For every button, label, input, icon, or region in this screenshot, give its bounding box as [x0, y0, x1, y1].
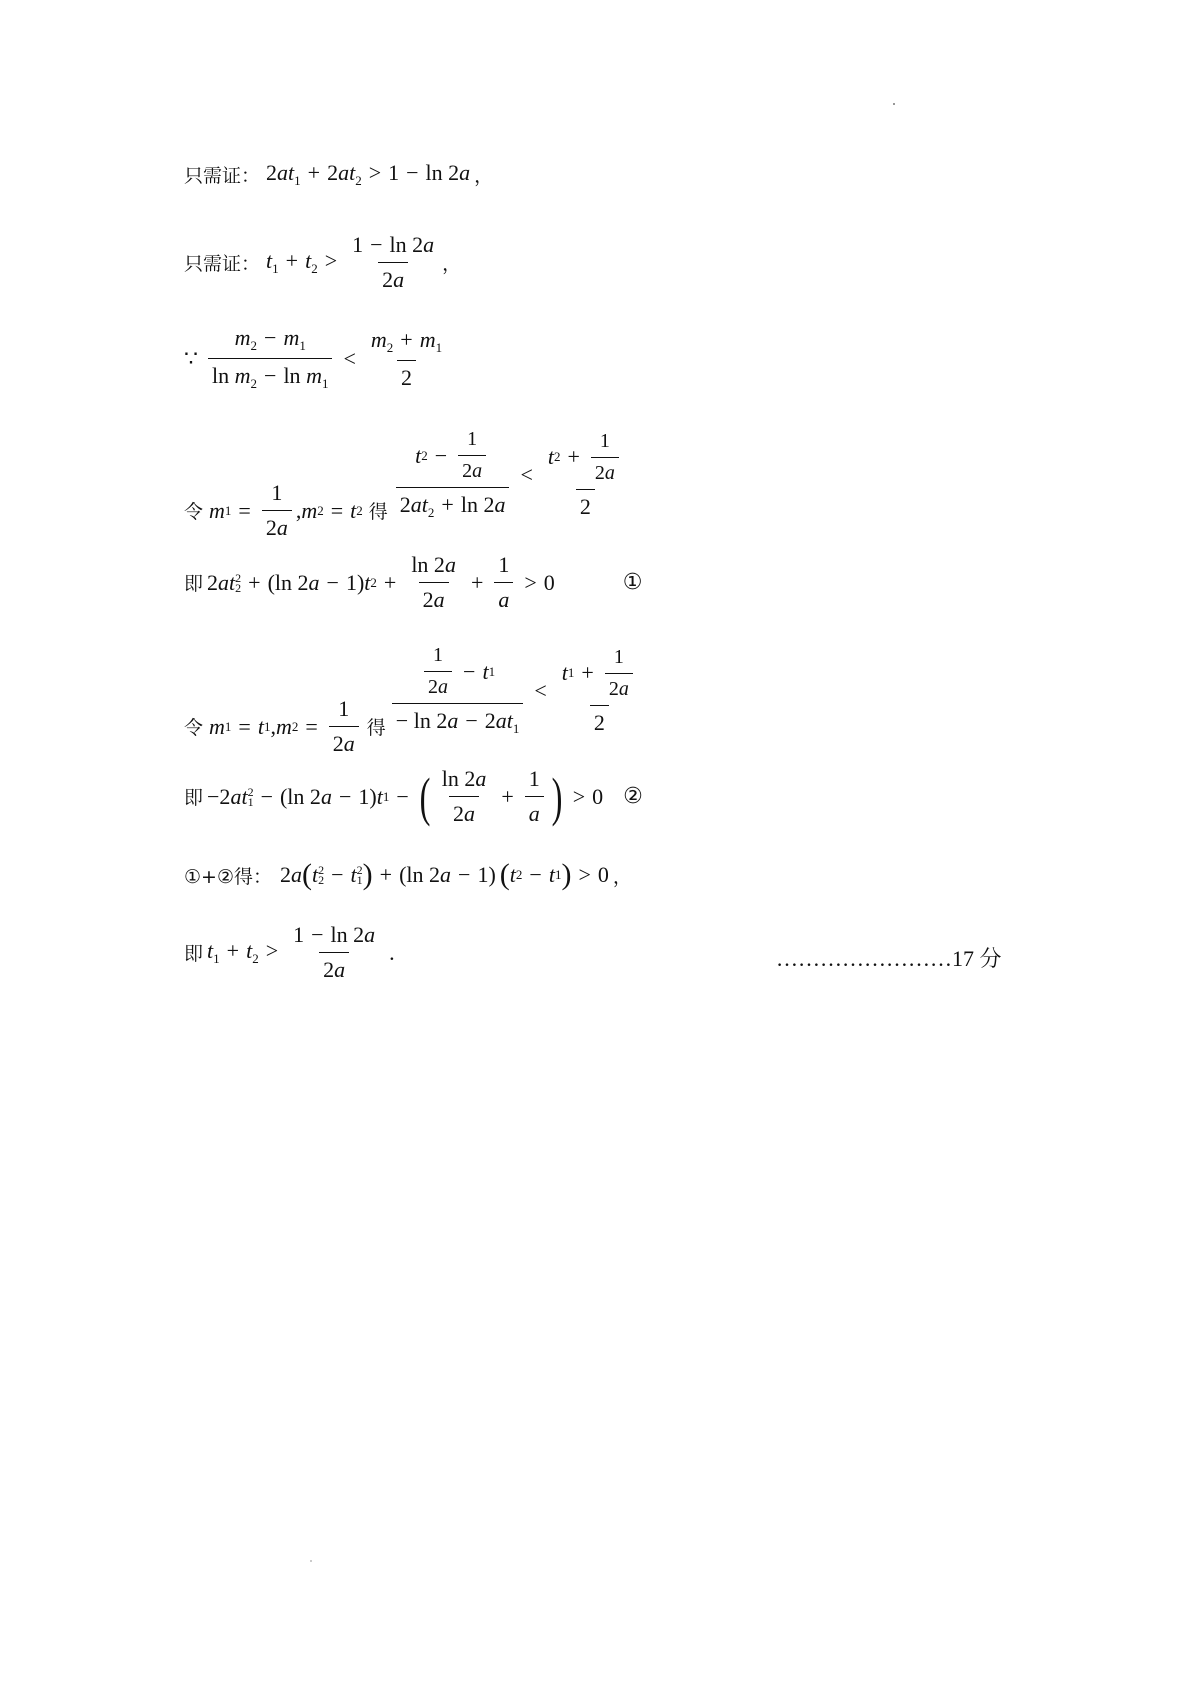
line-4-fraction-left: t 2 − $\frac{1}{2a}$ $2at_2 + \ln 2a$: [396, 428, 510, 521]
line-4-rel: <: [520, 461, 533, 487]
line-5-expr: 2 at 2 2 + (ln 2 a − 1) t 2 + $\frac{\ln 2a}{2a}$ + $\frac{1}{a}$ > 0: [207, 552, 555, 612]
line-1: [184, 160, 493, 189]
line-9-fraction: $\frac{1 - \ln 2a}{2a}$: [293, 922, 376, 982]
line-7-expr: −2 at 2 1 − (ln 2 a − 1) t 1 − ( $\frac{\ln 2a}{2a}$ + $\frac{1}{a}$ ) > 0: [207, 766, 604, 827]
line-3-fraction-left: $\frac{m_2 - m_1}{\ln m_2 - \ln m_1}$: [208, 325, 332, 392]
line-4-prefix: 令: [184, 501, 204, 523]
line-6-fraction-right: t 1 + $\frac{1}{2a}$ 2: [558, 646, 641, 736]
line-7-prefix: 即: [184, 787, 204, 809]
line-1-expr: $2at_1 + 2at_2 > 1 - \ln 2a$: [266, 160, 471, 188]
line-9-tail: .: [389, 939, 395, 965]
line-4-assign: m 1 = $\frac{1}{2a}$ , m 2 = t 2: [209, 480, 363, 540]
line-2-prefix: 只需证：: [184, 253, 261, 275]
line-9: [184, 922, 395, 983]
scan-speck-bottom: [310, 1560, 312, 1562]
line-6-prefix: 令: [184, 717, 204, 739]
line-4: [184, 408, 631, 541]
line-8: [184, 858, 632, 892]
line-4-fraction-right: t 2 + $\frac{1}{2a}$ 2: [544, 430, 627, 520]
line-6-fraction-left: $\frac{1}{2a}$ − t 1 − $\ln 2a - 2at_1$: [392, 644, 524, 737]
score-marker: ……………………17 分: [776, 946, 1002, 971]
line-2: [184, 232, 461, 293]
marker-circled-1: ①: [622, 570, 643, 595]
line-5-prefix: 即: [184, 573, 204, 595]
line-7: [184, 766, 643, 827]
line-9-lhs: $t_1 + t_2$ >: [207, 938, 279, 966]
line-2-tail: ，: [442, 253, 462, 275]
because-symbol: ∵: [184, 345, 198, 371]
line-5: [184, 552, 643, 613]
line-1-tail: ，: [474, 165, 494, 187]
line-1-prefix: 只需证：: [184, 165, 261, 187]
line-8-prefix: ①+②得：: [184, 865, 272, 888]
line-6-mid: 得: [366, 717, 386, 739]
marker-circled-2: ②: [623, 784, 643, 809]
line-9-prefix: 即: [184, 943, 204, 965]
line-2-fraction: $\frac{1 - \ln 2a}{2a}$: [352, 232, 435, 292]
line-3-fraction-right: $\frac{m_2 + m_1}{2}$: [370, 326, 443, 390]
line-4-mid: 得: [368, 501, 388, 523]
line-3-rel: <: [343, 345, 356, 371]
scan-speck-top: [893, 103, 895, 105]
line-8-expr: 2 a ( t 2 2 − t 2 1 ) + (ln 2 a − 1) ( t 2 − t 1 ) > 0: [280, 858, 609, 891]
line-2-lhs: $t_1 + t_2$ >: [266, 248, 338, 276]
line-8-tail: ，: [612, 865, 632, 888]
line-6-rel: <: [534, 677, 547, 703]
line-3: [184, 325, 450, 392]
line-6: [184, 624, 645, 757]
line-6-assign: m 1 = t 1 , m 2 = $\frac{1}{2a}$: [209, 696, 363, 757]
